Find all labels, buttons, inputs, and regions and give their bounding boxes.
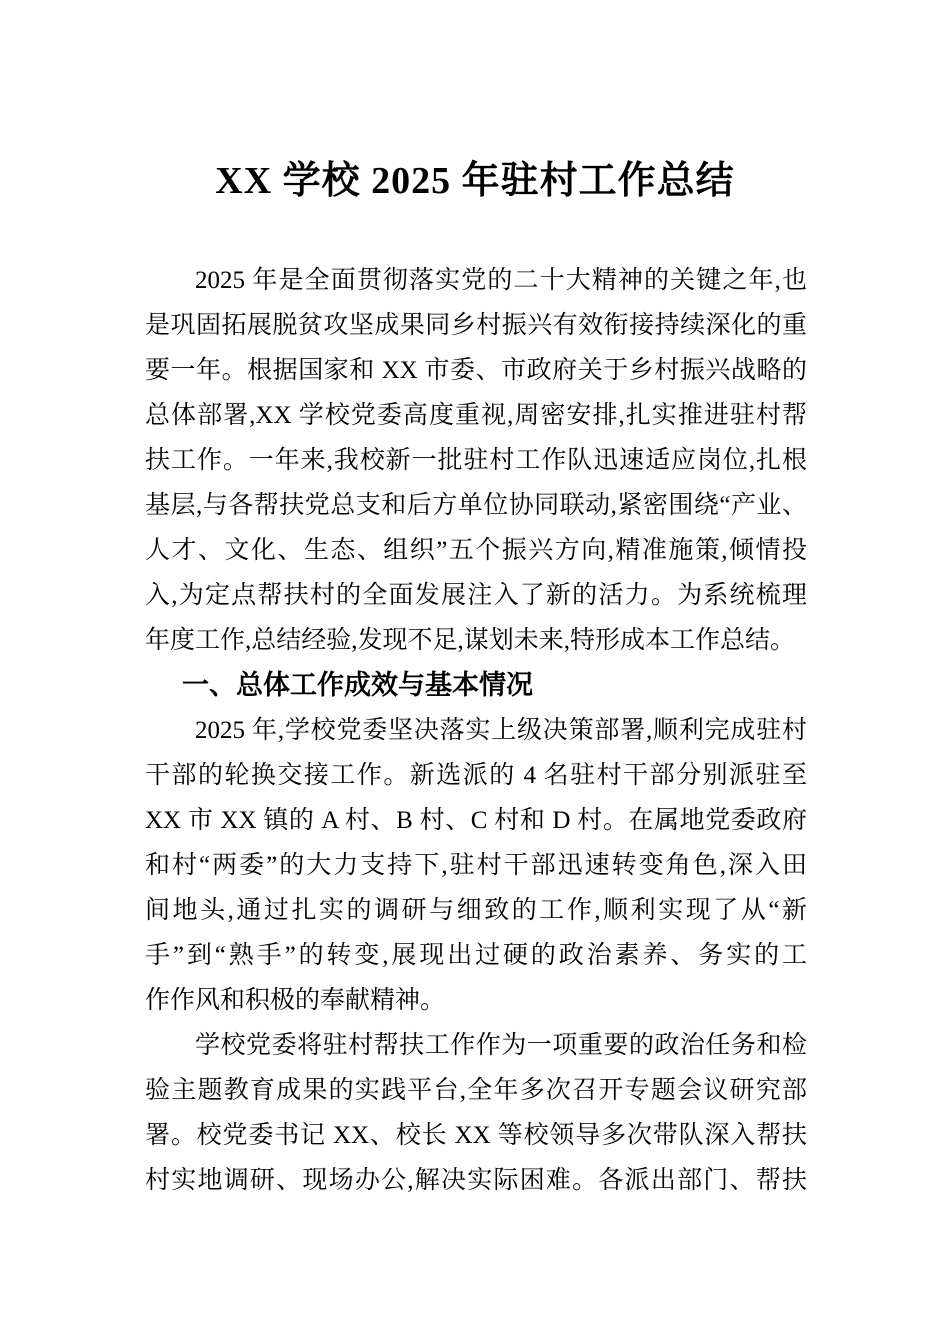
body-text-line: 村实地调研、现场办公,解决实际困难。各派出部门、帮扶	[145, 1167, 807, 1194]
body-text-line: 和村“两委”的大力支持下,驻村干部迅速转变角色,深入田	[145, 852, 807, 879]
document-title: XX 学校 2025 年驻村工作总结	[215, 160, 735, 202]
body-text-line: 干部的轮换交接工作。新选派的 4 名驻村干部分别派驻至	[145, 762, 807, 789]
body-text-line: 2025 年是全面贯彻落实党的二十大精神的关键之年,也	[195, 267, 807, 294]
body-text-line: 基层,与各帮扶党总支和后方单位协同联动,紧密围绕“产业、	[145, 492, 807, 519]
section-heading: 一、总体工作成效与基本情况	[182, 670, 533, 700]
body-text-line: 要一年。根据国家和 XX 市委、市政府关于乡村振兴战略的	[145, 357, 807, 384]
body-text-line: XX 市 XX 镇的 A 村、B 村、C 村和 D 村。在属地党委政府	[145, 807, 807, 834]
body-text-line: 入,为定点帮扶村的全面发展注入了新的活力。为系统梳理	[145, 582, 807, 609]
document-body	[145, 258, 807, 1203]
body-text-line: 2025 年,学校党委坚决落实上级决策部署,顺利完成驻村	[195, 717, 807, 744]
body-text-line: 手”到“熟手”的转变,展现出过硬的政治素养、务实的工	[145, 942, 807, 969]
body-text-line: 间地头,通过扎实的调研与细致的工作,顺利实现了从“新	[145, 897, 807, 924]
body-text-line: 年度工作,总结经验,发现不足,谋划未来,特形成本工作总结。	[145, 627, 796, 654]
body-text-line: 是巩固拓展脱贫攻坚成果同乡村振兴有效衔接持续深化的重	[145, 312, 807, 339]
body-text-line: 作作风和积极的奉献精神。	[145, 987, 446, 1014]
body-text-line: 总体部署,XX 学校党委高度重视,周密安排,扎实推进驻村帮	[145, 402, 807, 429]
body-text-line: 扶工作。一年来,我校新一批驻村工作队迅速适应岗位,扎根	[145, 447, 807, 474]
body-text-line: 验主题教育成果的实践平台,全年多次召开专题会议研究部	[145, 1077, 807, 1104]
body-text-line: 人才、文化、生态、组织”五个振兴方向,精准施策,倾情投	[145, 537, 807, 564]
body-text-line: 学校党委将驻村帮扶工作作为一项重要的政治任务和检	[195, 1032, 807, 1059]
body-text-line: 署。校党委书记 XX、校长 XX 等校领导多次带队深入帮扶	[145, 1122, 807, 1149]
